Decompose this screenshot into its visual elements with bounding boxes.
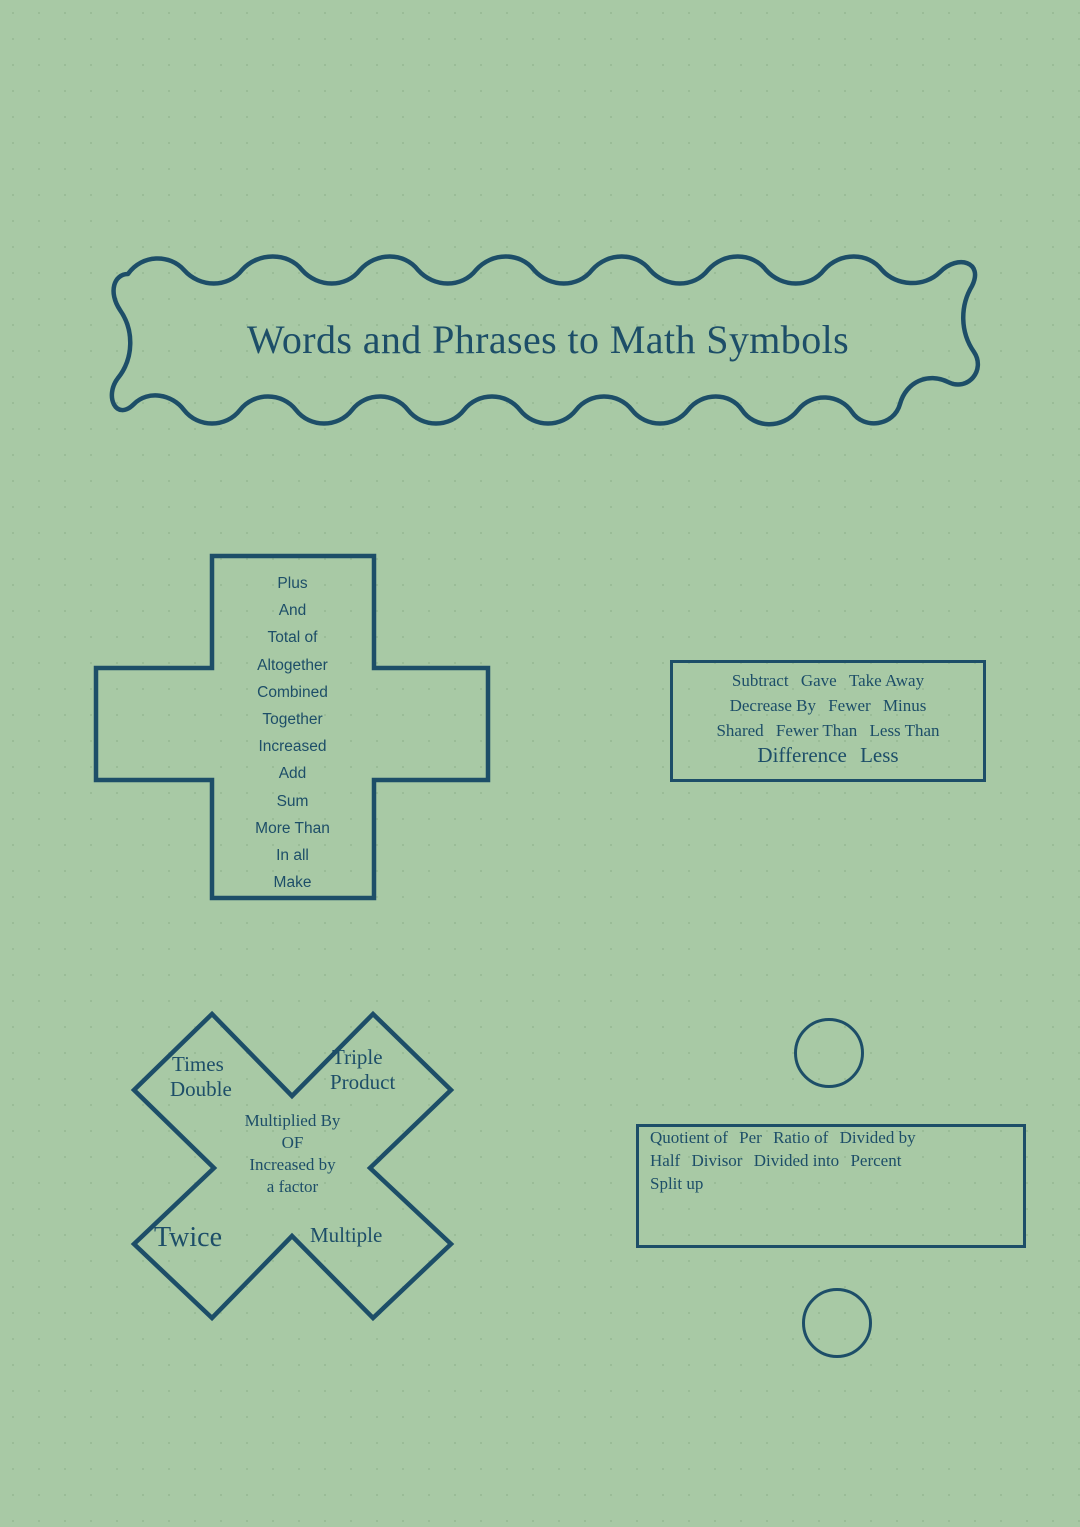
word: Percent: [850, 1151, 902, 1170]
list-item: [650, 1172, 1014, 1195]
list-item: Product: [330, 1070, 396, 1094]
list-item: Times: [172, 1052, 224, 1076]
word: Ratio of: [773, 1128, 829, 1147]
word: Shared: [716, 721, 764, 740]
subtraction-section: [670, 660, 986, 782]
word: Less Than: [869, 721, 940, 740]
division-section: [636, 1124, 1026, 1248]
list-item: a factor: [266, 1177, 319, 1196]
addition-word-list: [210, 570, 375, 896]
list-item: Multiple: [310, 1223, 383, 1247]
page-title: Words and Phrases to Math Symbols: [246, 316, 850, 362]
list-item: [678, 743, 978, 768]
list-item: Multiplied By: [244, 1111, 341, 1130]
list-item: Add: [278, 765, 307, 783]
word: Divided into: [753, 1151, 840, 1170]
list-item: Sum: [276, 792, 309, 810]
title-banner: [112, 240, 984, 438]
list-item: [678, 718, 978, 743]
list-item: Altogether: [257, 656, 328, 674]
list-item: Increased: [258, 738, 327, 756]
list-item: Increased by: [249, 1155, 336, 1174]
list-item: Triple: [332, 1045, 383, 1069]
word: Divisor: [691, 1151, 743, 1170]
word: Decrease By: [729, 696, 816, 715]
word: Minus: [882, 696, 927, 715]
word: Take Away: [848, 671, 925, 690]
list-item: And: [278, 602, 307, 620]
list-item: Twice: [154, 1222, 223, 1253]
word: Fewer: [828, 696, 871, 715]
word: Subtract: [731, 671, 789, 690]
word: Per: [739, 1128, 762, 1147]
list-item: [650, 1126, 1014, 1149]
word: Split up: [650, 1174, 704, 1193]
addition-section: [92, 552, 492, 902]
list-item: [678, 693, 978, 718]
word: Gave: [800, 671, 837, 690]
division-word-list: [650, 1126, 1014, 1195]
division-dot-bottom-icon: [802, 1288, 872, 1358]
division-dot-top-icon: [794, 1018, 864, 1088]
list-item: In all: [276, 847, 309, 865]
list-item: More Than: [255, 819, 330, 837]
list-item: OF: [281, 1133, 304, 1152]
list-item: Together: [262, 711, 323, 729]
list-item: Total of: [267, 629, 318, 647]
list-item: [650, 1149, 1014, 1172]
list-item: Combined: [257, 683, 328, 701]
word: Less: [860, 743, 899, 767]
list-item: [678, 668, 978, 693]
multiplication-section: [130, 1010, 455, 1322]
list-item: Make: [273, 874, 312, 892]
list-item: Double: [170, 1077, 232, 1101]
subtraction-word-list: [678, 668, 978, 768]
word: Quotient of: [650, 1128, 728, 1147]
list-item: Plus: [277, 575, 308, 592]
word: Difference: [757, 743, 847, 767]
word: Half: [650, 1151, 681, 1170]
word: Divided by: [839, 1128, 916, 1147]
multiplication-center-words: [130, 1110, 455, 1198]
word: Fewer Than: [775, 721, 858, 740]
